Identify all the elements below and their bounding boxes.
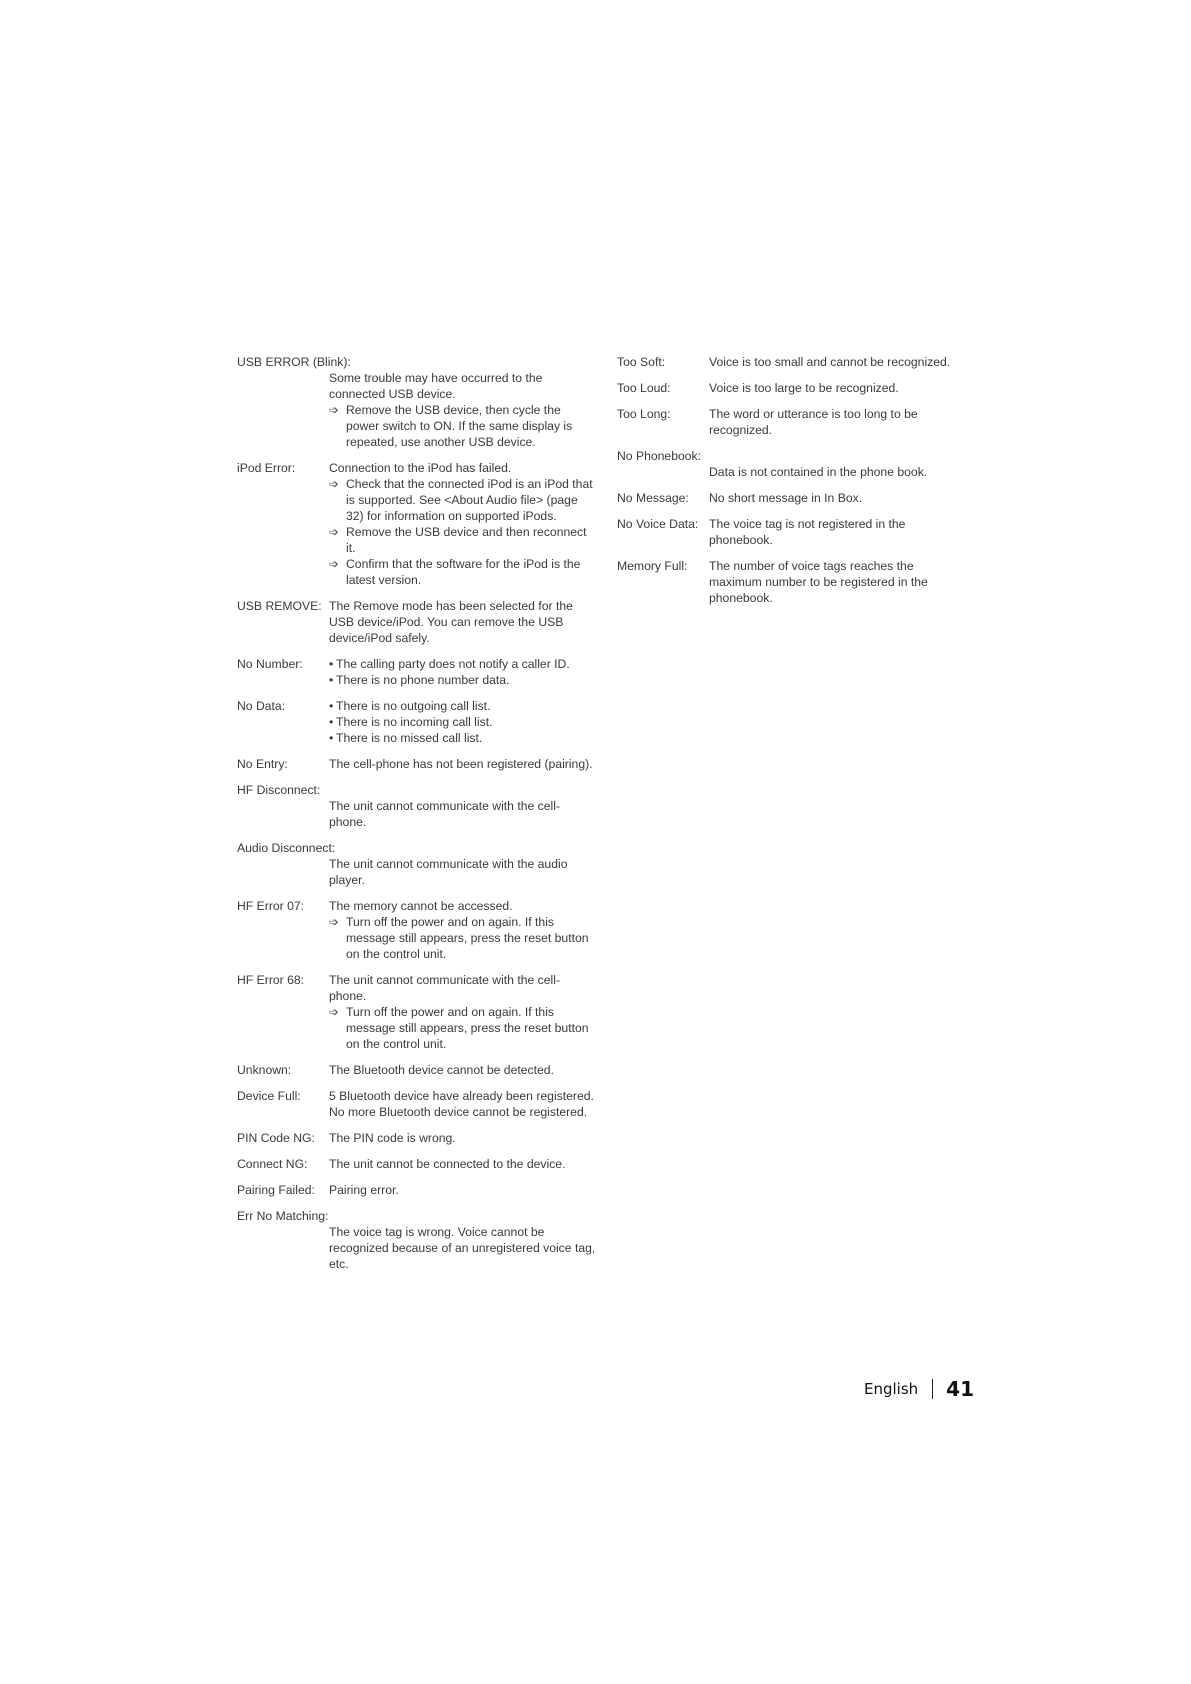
footer-separator	[932, 1379, 933, 1399]
message-entry	[237, 598, 597, 646]
arrow-right-icon: ➩	[329, 1005, 340, 1019]
message-description	[329, 898, 597, 962]
description-text: The cell-phone has not been registered (pairing).	[329, 757, 593, 771]
message-term: Pairing Failed:	[237, 1183, 315, 1197]
bullet-list	[329, 698, 597, 746]
bullet-icon: •	[329, 731, 334, 745]
description-text: Voice is too small and cannot be recognized.	[709, 355, 951, 369]
message-entry	[237, 460, 597, 588]
footer-language: English	[864, 1380, 919, 1398]
message-description	[329, 1062, 597, 1078]
message-description	[617, 464, 967, 480]
message-description	[329, 598, 597, 646]
remedy-item	[329, 556, 597, 588]
message-entry	[617, 406, 967, 438]
message-description	[329, 656, 597, 688]
message-entry	[237, 698, 597, 746]
message-row	[237, 1182, 597, 1198]
arrow-right-icon: ➩	[329, 915, 340, 929]
message-term: Too Soft:	[617, 355, 666, 369]
bullet-icon: •	[329, 673, 334, 687]
message-entry	[237, 1130, 597, 1146]
remedy-text: Remove the USB device, then cycle the power switch to ON. If the same display is repeated, use another USB device.	[346, 403, 573, 449]
message-entry	[617, 448, 967, 480]
remedy-text: Check that the connected iPod is an iPod that is supported. See <About Audio file> (page 32) for information on supported iPods.	[346, 477, 593, 523]
description-text: The voice tag is not registered in the phonebook.	[709, 517, 906, 547]
page-footer	[864, 1379, 974, 1399]
message-term: No Entry:	[237, 757, 288, 771]
message-term: No Number:	[237, 657, 303, 671]
message-row	[617, 516, 967, 548]
message-term: Connect NG:	[237, 1157, 308, 1171]
message-row	[237, 460, 597, 588]
message-entry	[237, 1088, 597, 1120]
message-term: Err No Matching:	[237, 1209, 329, 1223]
message-entry	[237, 1062, 597, 1078]
description-text: The Remove mode has been selected for the USB device/iPod. You can remove the USB device/iPod safely.	[329, 599, 573, 645]
message-description	[329, 1130, 597, 1146]
message-term: No Voice Data:	[617, 517, 699, 531]
message-description	[237, 856, 597, 888]
message-row	[617, 354, 967, 370]
message-entry	[237, 898, 597, 962]
message-entry	[617, 490, 967, 506]
message-row	[237, 598, 597, 646]
message-description	[709, 516, 967, 548]
message-term: iPod Error:	[237, 461, 296, 475]
message-row	[237, 698, 597, 746]
message-description	[237, 798, 597, 830]
message-term: USB REMOVE:	[237, 599, 322, 613]
message-entry	[237, 354, 597, 450]
message-entry	[237, 782, 597, 830]
description-text: The word or utterance is too long to be recognized.	[709, 407, 918, 437]
message-description	[237, 1224, 597, 1272]
message-description	[237, 370, 597, 450]
message-description	[329, 756, 597, 772]
left-column	[237, 354, 597, 1282]
description-text: The unit cannot be connected to the device.	[329, 1157, 566, 1171]
message-term: No Data:	[237, 699, 286, 713]
message-row	[237, 756, 597, 772]
message-term: Unknown:	[237, 1063, 292, 1077]
message-term: Memory Full:	[617, 559, 688, 573]
message-description	[329, 698, 597, 746]
message-term: Too Loud:	[617, 381, 671, 395]
message-row	[237, 1062, 597, 1078]
description-text: The voice tag is wrong. Voice cannot be recognized because of an unregistered voice tag, etc.	[329, 1225, 596, 1271]
message-term: No Message:	[617, 491, 689, 505]
right-column	[617, 354, 967, 616]
description-text: Some trouble may have occurred to the connected USB device.	[329, 371, 543, 401]
message-term: HF Disconnect:	[237, 783, 321, 797]
description-text: No short message in In Box.	[709, 491, 863, 505]
message-entry	[237, 972, 597, 1052]
description-text: Connection to the iPod has failed.	[329, 461, 512, 475]
remedy-text: Turn off the power and on again. If this message still appears, press the reset button on the control unit.	[346, 1005, 589, 1051]
arrow-right-icon: ➩	[329, 557, 340, 571]
remedy-item	[329, 1004, 597, 1052]
message-entry	[617, 354, 967, 370]
message-row	[237, 1156, 597, 1172]
bullet-icon: •	[329, 715, 334, 729]
bullet-text: There is no missed call list.	[336, 731, 483, 745]
message-entry	[237, 840, 597, 888]
message-term: PIN Code NG:	[237, 1131, 315, 1145]
message-entry	[617, 380, 967, 396]
description-text: The number of voice tags reaches the maximum number to be registered in the phonebook.	[709, 559, 928, 605]
bullet-text: The calling party does not notify a caller ID.	[336, 657, 570, 671]
message-term: HF Error 68:	[237, 973, 305, 987]
page-number: 41	[946, 1377, 975, 1401]
description-text: The unit cannot communicate with the cell-phone.	[329, 973, 560, 1003]
remedy-text: Remove the USB device and then reconnect it.	[346, 525, 587, 555]
bullet-icon: •	[329, 657, 334, 671]
message-term: Audio Disconnect:	[237, 841, 336, 855]
arrow-right-icon: ➩	[329, 477, 340, 491]
message-term: USB ERROR (Blink):	[237, 355, 351, 369]
message-description	[709, 558, 967, 606]
bullet-item	[329, 656, 597, 672]
description-text: The Bluetooth device cannot be detected.	[329, 1063, 554, 1077]
bullet-item	[329, 730, 597, 746]
message-term: HF Error 07:	[237, 899, 305, 913]
message-row	[617, 490, 967, 506]
remedy-item	[329, 476, 597, 524]
message-row	[237, 972, 597, 1052]
arrow-right-icon: ➩	[329, 525, 340, 539]
message-description	[329, 1182, 597, 1198]
message-row	[617, 406, 967, 438]
message-row	[617, 558, 967, 606]
message-row	[237, 898, 597, 962]
message-description	[709, 354, 967, 370]
remedy-item	[329, 914, 597, 962]
remedy-text: Turn off the power and on again. If this message still appears, press the reset button on the control unit.	[346, 915, 589, 961]
remedy-item	[329, 524, 597, 556]
message-row	[237, 1130, 597, 1146]
remedy-text: Confirm that the software for the iPod is the latest version.	[346, 557, 581, 587]
message-entry	[237, 756, 597, 772]
description-text: The PIN code is wrong.	[329, 1131, 456, 1145]
description-text: Pairing error.	[329, 1183, 399, 1197]
bullet-item	[329, 672, 597, 688]
message-description	[329, 460, 597, 588]
bullet-list	[329, 656, 597, 688]
description-text: Data is not contained in the phone book.	[709, 465, 928, 479]
message-row	[617, 380, 967, 396]
message-term: Device Full:	[237, 1089, 301, 1103]
description-text: The unit cannot communicate with the cell-phone.	[329, 799, 560, 829]
bullet-text: There is no incoming call list.	[336, 715, 493, 729]
message-description	[709, 406, 967, 438]
message-row	[237, 656, 597, 688]
description-text: 5 Bluetooth device have already been registered. No more Bluetooth device cannot be registered.	[329, 1089, 594, 1119]
description-text: The unit cannot communicate with the audio player.	[329, 857, 568, 887]
arrow-right-icon: ➩	[329, 403, 340, 417]
bullet-item	[329, 698, 597, 714]
description-text: The memory cannot be accessed.	[329, 899, 513, 913]
message-row	[237, 1088, 597, 1120]
message-entry	[617, 558, 967, 606]
bullet-item	[329, 714, 597, 730]
message-entry	[237, 1208, 597, 1272]
message-entry	[617, 516, 967, 548]
message-entry	[237, 656, 597, 688]
remedy-item	[329, 402, 597, 450]
message-entry	[237, 1156, 597, 1172]
message-description	[329, 972, 597, 1052]
message-term: No Phonebook:	[617, 449, 702, 463]
bullet-icon: •	[329, 699, 334, 713]
bullet-text: There is no outgoing call list.	[336, 699, 491, 713]
description-text: Voice is too large to be recognized.	[709, 381, 899, 395]
message-term: Too Long:	[617, 407, 671, 421]
message-description	[709, 380, 967, 396]
message-description	[329, 1088, 597, 1120]
message-entry	[237, 1182, 597, 1198]
message-description	[709, 490, 967, 506]
bullet-text: There is no phone number data.	[336, 673, 510, 687]
message-description	[329, 1156, 597, 1172]
